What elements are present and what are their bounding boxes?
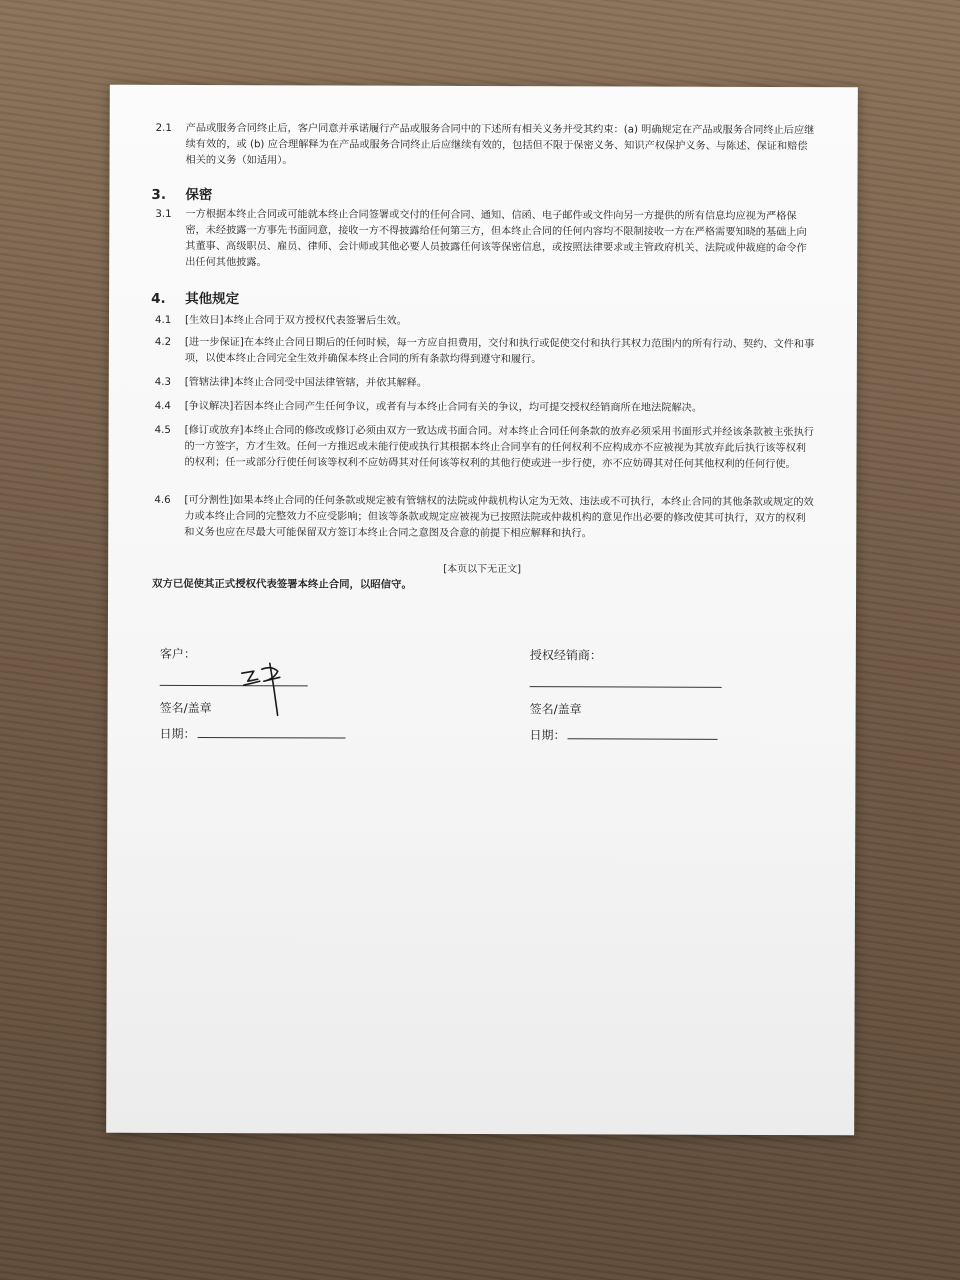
section-heading-3 xyxy=(151,183,212,203)
clause-4-3 xyxy=(155,375,815,393)
clause-text: [进一步保证]在本终止合同日期后的任何时候，每一方应自担费用，交付和执行或促使交付和执行其权力范围内的所有行动、契约、文件和事项，以使本终止合同完全生效并确保本终止合同的所有条款均得到遵守和履行。 xyxy=(184,336,815,366)
customer-date-line xyxy=(198,737,346,739)
clause-4-2 xyxy=(155,335,815,369)
witness-statement: 双方已促使其正式授权代表签署本终止合同，以昭信守。 xyxy=(152,577,412,591)
customer-sign-stamp-label: 签名/盖章 xyxy=(159,700,212,716)
clause-number: 3.1 xyxy=(155,208,172,220)
clause-text: 一方根据本终止合同或可能就本终止合同签署或交付的任何合同、通知、信函、电子邮件或文件向另一方提供的所有信息均应视为严格保密，未经披露一方事先书面同意，接收一方不得披露给任何第三方，但本终止合同的任何内容均不限制接收一方在严格需要知晓的基础上向其董事、高级职员、雇员、律师、会计师或其他必要人员披露任何该等保密信息，或按照法律要求或主管政府机关、法院或仲裁庭的命令作出任何其他披露。 xyxy=(185,208,807,269)
dealer-date-line xyxy=(568,738,718,740)
section-number: 3. xyxy=(151,186,167,203)
clause-2-1 xyxy=(156,121,816,171)
dealer-sign-stamp-label: 签名/盖章 xyxy=(529,702,582,717)
page-end-note: [本页以下无正文] xyxy=(443,563,522,576)
handwritten-signature xyxy=(234,659,294,719)
document-page xyxy=(106,85,858,1136)
customer-date-label: 日期： xyxy=(159,726,196,742)
customer-label: 客户： xyxy=(159,646,196,662)
clause-4-4 xyxy=(155,399,815,417)
clause-number: 4.2 xyxy=(154,336,172,348)
section-number: 4. xyxy=(151,290,166,307)
clause-number: 4.3 xyxy=(154,376,172,388)
clause-text: [修订或放弃]本终止合同的修改或修订必须由双方一致达成书面合同。对本终止合同任何条款的放弃必须采用书面形式并经该条款被主张执行的一方签字，方才生效。任何一方推迟或未能行使或执行其根据本终止合同享有的任何权利不应构成亦不应被视为其放弃此后执行该等权利的权利；任一或部分行使任何该等权利不应妨碍其对任何该等权利的其他行使或进一步行使，亦不应妨碍其对任何其他权利的任何行使。 xyxy=(184,424,815,471)
clause-number: 4.6 xyxy=(154,494,171,506)
clause-4-6 xyxy=(154,493,814,543)
dealer-date-label: 日期： xyxy=(529,728,566,743)
clause-number: 2.1 xyxy=(155,122,172,134)
clause-3-1 xyxy=(155,207,815,273)
clause-4-5 xyxy=(154,423,814,473)
clause-text: [可分割性]如果本终止合同的任何条款或规定被有管辖权的法院或仲裁机构认定为无效、违法或不可执行，本终止合同的其他条款或规定的效力或本终止合同的完整效力不应受影响；但该等条款或规定应被视为已按照法院或仲裁机构的意见作出必要的修改使其可执行，双方的权利和义务也应在尽最大可能保留双方签订本终止合同之意图及合意的前提下相应解释和执行。 xyxy=(184,494,814,540)
section-heading-4 xyxy=(151,287,239,307)
clause-number: 4.1 xyxy=(154,314,172,326)
clause-text: [管辖法律]本终止合同受中国法律管辖，并依其解释。 xyxy=(184,376,428,389)
clause-text: 产品或服务合同终止后，客户同意并承诺履行产品或服务合同中的下述所有相关义务并受其约束：(a) 明确规定在产品或服务合同终止后应继续有效的，或 (b) 应合理解释为在产品或服务合同终止后应继续有效的，包括但不限于保密义务、知识产权保护义务、与陈述、保证和赔偿相关的义务（如适用）。 xyxy=(185,122,815,167)
clause-text: [生效日]本终止合同于双方授权代表签署后生效。 xyxy=(184,314,407,327)
dealer-signature-line xyxy=(530,686,722,688)
clause-text: [争议解决]若因本终止合同产生任何争议，或者有与本终止合同有关的争议，均可提交授权经销商所在地法院解决。 xyxy=(184,400,703,414)
dealer-label: 授权经销商： xyxy=(529,648,602,663)
clause-number: 4.5 xyxy=(154,424,171,436)
section-title: 其他规定 xyxy=(185,290,240,308)
section-title: 保密 xyxy=(185,186,213,204)
clause-4-1 xyxy=(155,313,815,331)
clause-number: 4.4 xyxy=(154,400,171,412)
